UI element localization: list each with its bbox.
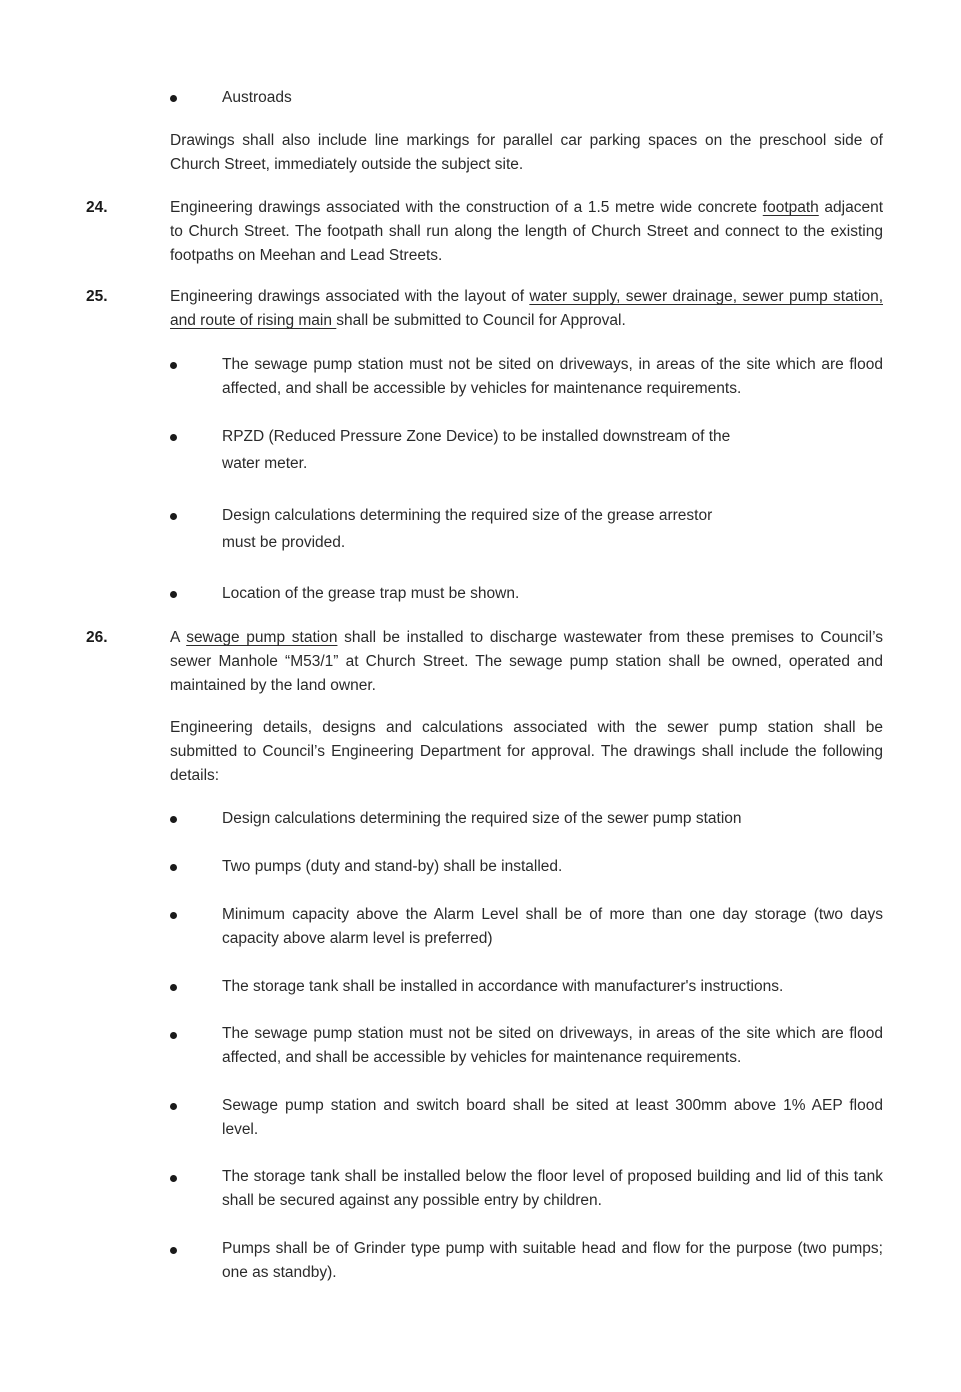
bullet-marker — [170, 1032, 177, 1039]
item-26-bullet-5: The sewage pump station must not be sited on driveways, in areas of the site which are flood affected, and shall be accessible by vehicles for maintenance requirements. — [222, 1025, 883, 1066]
item-25-bullet-2-line-2: water meter. — [222, 455, 308, 472]
bullet-marker — [170, 434, 177, 441]
bullet-marker — [170, 1175, 177, 1182]
item-24-text-before: Engineering drawings associated with the construction of a 1.5 metre wide concrete — [170, 199, 763, 216]
item-26-bullet-7: The storage tank shall be installed below the floor level of proposed building and lid of this tank shall be secured against any possible entry by children. — [222, 1168, 883, 1209]
item-26-bullet-2: Two pumps (duty and stand-by) shall be installed. — [222, 858, 563, 875]
bullet-marker — [170, 1103, 177, 1110]
item-24-text — [170, 196, 883, 268]
item-25-text — [170, 285, 883, 333]
item-26-bullet-4: The storage tank shall be installed in accordance with manufacturer's instructions. — [222, 978, 784, 995]
item-25-bullet-3-line-1: Design calculations determining the required size of the grease arrestor — [222, 507, 713, 524]
intro-paragraph: Drawings shall also include line markings for parallel car parking spaces on the preschool side of Church Street, immediately outside the subject site. — [170, 132, 883, 173]
item-25-bullet-3-line-2: must be provided. — [222, 534, 346, 551]
bullet-marker — [170, 95, 177, 102]
item-26-text-after: shall be installed to discharge wastewater from these premises to Council’s sewer Manhole “M53/1” at Church Street. The sewage pump station shall be owned, operated and maintained by the land owner. — [170, 629, 883, 694]
item-26-text-before: A — [170, 629, 187, 646]
bullet-marker — [170, 1247, 177, 1254]
bullet-marker — [170, 591, 177, 598]
item-26-underlined: sewage pump station — [186, 629, 338, 646]
bullet-marker — [170, 362, 177, 369]
bullet-marker — [170, 513, 177, 520]
bullet-marker — [170, 984, 177, 991]
item-24-text-after: adjacent to Church Street. The footpath shall run along the length of Church Street and connect to the existing footpaths on Meehan and Lead Streets. — [170, 199, 883, 264]
item-26-paragraph-2: Engineering details, designs and calculations associated with the sewer pump station shall be submitted to Council’s Engineering Department for approval. The drawings shall include the following details: — [170, 719, 883, 784]
item-26-bullet-8: Pumps shall be of Grinder type pump with suitable head and flow for the purpose (two pumps; one as standby). — [222, 1240, 883, 1281]
item-26-bullet-6: Sewage pump station and switch board shall be sited at least 300mm above 1% AEP flood level. — [222, 1097, 883, 1138]
item-25-underlined: water supply, sewer drainage, sewer pump station, and route of rising main — [170, 288, 883, 329]
item-26-number: 26. — [86, 629, 108, 646]
bullet-marker — [170, 816, 177, 823]
item-25-text-after: shall be submitted to Council for Approval. — [336, 312, 626, 329]
bullet-austroads: Austroads — [222, 89, 292, 106]
item-25-bullet-1: The sewage pump station must not be sited on driveways, in areas of the site which are flood affected, and shall be accessible by vehicles for maintenance requirements. — [222, 356, 883, 397]
item-25-bullet-4: Location of the grease trap must be shown. — [222, 585, 520, 602]
item-24-underlined: footpath — [762, 199, 819, 216]
item-26-bullet-1: Design calculations determining the required size of the sewer pump station — [222, 810, 742, 827]
item-25-number: 25. — [86, 288, 108, 305]
item-25-bullet-2-line-1: RPZD (Reduced Pressure Zone Device) to be installed downstream of the — [222, 428, 731, 445]
bullet-marker — [170, 912, 177, 919]
bullet-marker — [170, 864, 177, 871]
item-25-text-before: Engineering drawings associated with the layout of — [170, 288, 530, 305]
item-26-bullet-3: Minimum capacity above the Alarm Level shall be of more than one day storage (two days capacity above alarm level is preferred) — [222, 906, 883, 947]
item-24-number: 24. — [86, 199, 108, 216]
item-26-text — [170, 626, 883, 698]
